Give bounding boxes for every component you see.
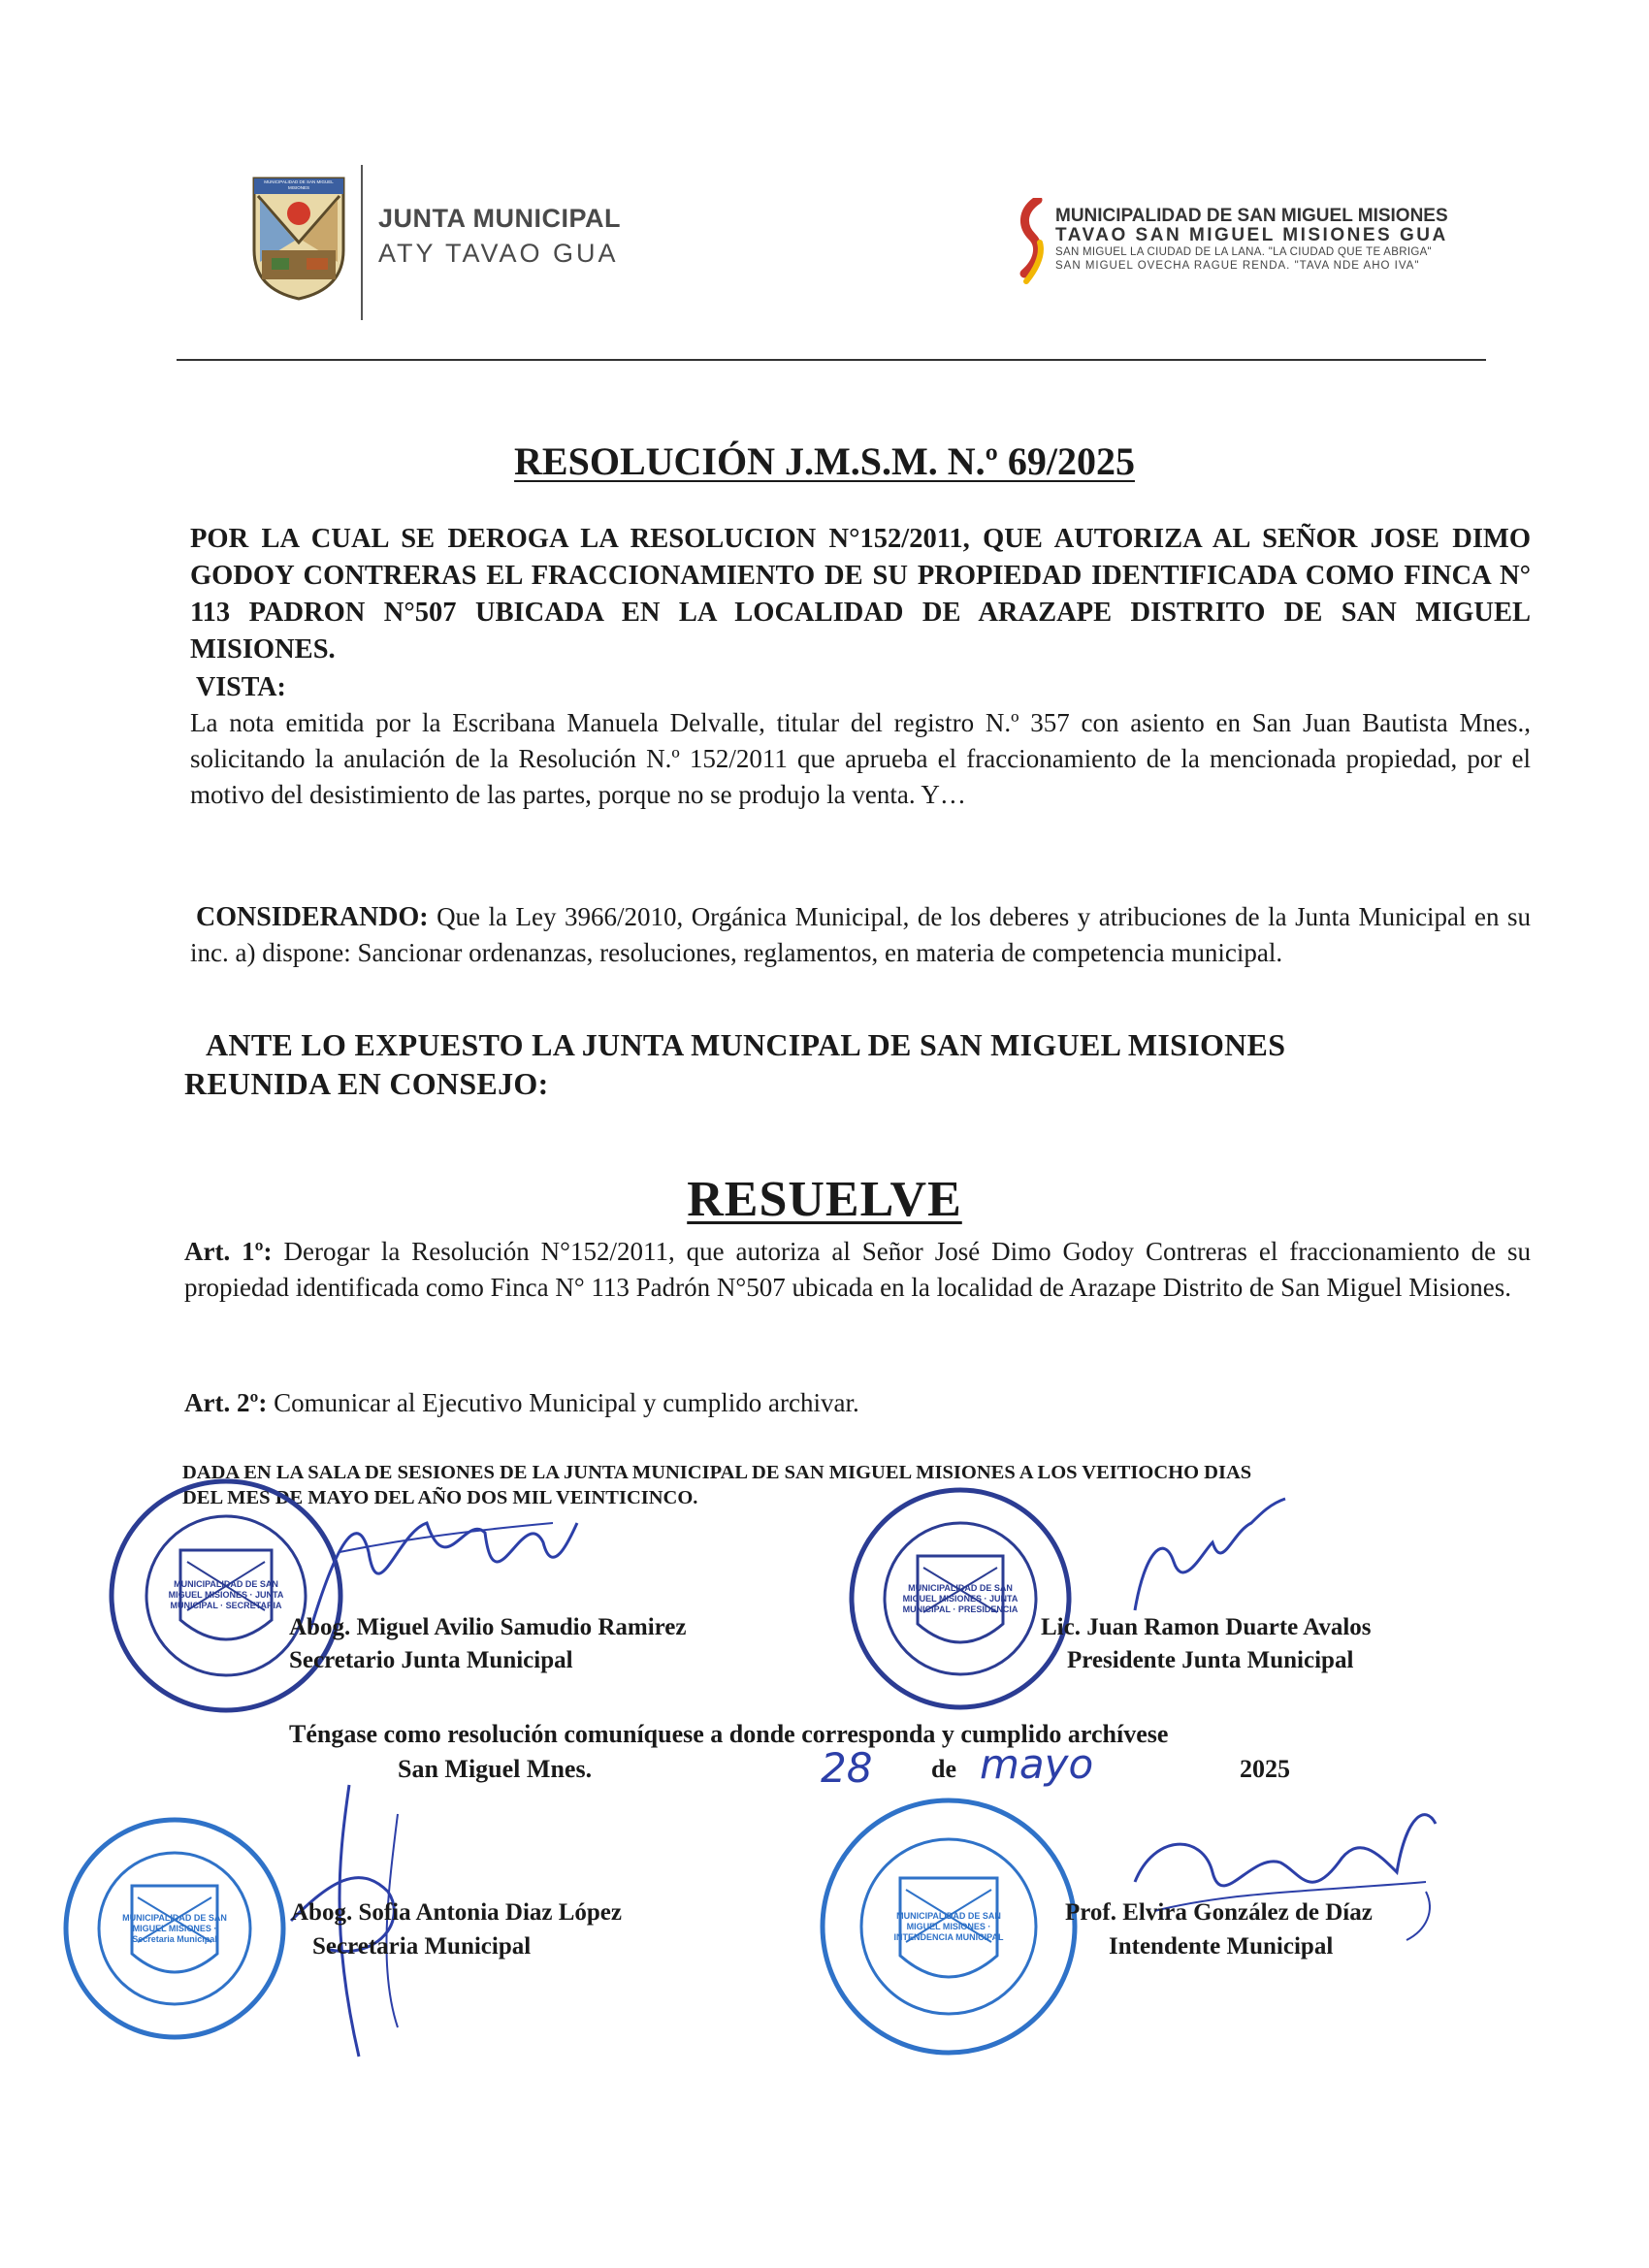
vista-label: VISTA: [196,672,286,702]
junta-subtitle: ATY TAVAO GUA [378,239,619,268]
municipality-slogan-2: SAN MIGUEL OVECHA RAGUE RENDA. "TAVA NDE AHO IVA" [1055,260,1420,272]
signer-3-role: Secretaria Municipal [312,1933,532,1960]
stamp-2-text: MUNICIPALIDAD DE SAN MIGUEL MISIONES · JUNTA MUNICIPAL · PRESIDENCIA [902,1583,1018,1614]
junta-logo-text: MUNICIPALIDAD DE SAN MIGUEL MISIONES [264,179,334,190]
header-divider [361,165,363,320]
dada-line-2: DEL MES DE MAYO DEL AÑO DOS MIL VEINTICINCO. [182,1487,698,1508]
article-1 [184,1234,1531,1306]
tengase-line: Téngase como resolución comuníquese a donde corresponda y cumplido archívese [289,1720,1169,1748]
considerando-text: Que la Ley 3966/2010, Orgánica Municipal, de los deberes y atribuciones de la Junta Municipal en su inc. a) dispone: Sancionar ordenanzas, resoluciones, reglamentos, en materia de competencia municipal. [190,902,1531,967]
article-2 [184,1385,1531,1421]
stamp-3-text: MUNICIPALIDAD DE SAN MIGUEL MISIONES · Secretaria Municipal [122,1913,227,1944]
resuelve-heading: RESUELVE [687,1172,962,1227]
signer-3-name: Abog. Sofia Antonia Diaz López [291,1899,623,1926]
article-1-label: Art. 1º: [184,1237,273,1266]
ante-line-2: REUNIDA EN CONSEJO: [184,1066,549,1101]
ante-line-1: ANTE LO EXPUESTO LA JUNTA MUNCIPAL DE SAN MIGUEL MISIONES [206,1027,1286,1062]
municipality-logo-icon [1017,198,1046,285]
municipality-slogan-1: SAN MIGUEL LA CIUDAD DE LA LANA. "LA CIUDAD QUE TE ABRIGA" [1055,246,1432,258]
stamp-secretaria-municipal [58,1812,291,2045]
handwritten-month: mayo [980,1740,1094,1788]
header-rule [177,359,1486,361]
signer-2-name: Lic. Juan Ramon Duarte Avalos [1041,1614,1372,1640]
dada-line-1: DADA EN LA SALA DE SESIONES DE LA JUNTA MUNICIPAL DE SAN MIGUEL MISIONES A LOS VEITIOCHO DIAS [182,1462,1252,1483]
resolution-subject: POR LA CUAL SE DEROGA LA RESOLUCION N°152/2011, QUE AUTORIZA AL SEÑOR JOSE DIMO GODOY CONTRERAS EL FRACCIONAMIENTO DE SU PROPIEDAD IDENTIFICADA COMO FINCA N° 113 PADRON N°507 UBICADA EN LA LOCALIDAD DE ARAZAPE DISTRITO DE SAN MIGUEL MISIONES. [190,524,1531,664]
signature-2-scribble [1116,1494,1290,1630]
stamp-intendencia-municipal [815,1793,1083,2060]
signer-1-name: Abog. Miguel Avilio Samudio Ramirez [289,1614,687,1640]
stamp-junta-presidencia [844,1482,1077,1715]
signer-4-name: Prof. Elvira González de Díaz [1065,1899,1373,1926]
vista-text: La nota emitida por la Escribana Manuela Delvalle, titular del registro N.º 357 con asiento en San Juan Bautista Mnes., solicitando la anulación de la Resolución N.º 152/2011 que aprueba el fraccionamiento de la mencionada propiedad, por el motivo del desistimiento de las partes, porque no se produjo la venta. Y… [190,708,1531,809]
stamp-4-text: MUNICIPALIDAD DE SAN MIGUEL MISIONES · INTENDENCIA MUNICIPAL [893,1911,1004,1942]
resolution-title: RESOLUCIÓN J.M.S.M. N.º 69/2025 [514,439,1135,483]
municipality-guarani-name: TAVAO SAN MIGUEL MISIONES GUA [1055,225,1448,245]
considerando-paragraph [190,899,1531,971]
article-2-text: Comunicar al Ejecutivo Municipal y cumplido archivar. [274,1388,859,1417]
signer-4-role: Intendente Municipal [1109,1933,1334,1960]
signer-1-role: Secretario Junta Municipal [289,1647,573,1673]
municipality-name: MUNICIPALIDAD DE SAN MIGUEL MISIONES [1055,206,1448,226]
considerando-label: CONSIDERANDO: [196,902,429,932]
place-label: San Miguel Mnes. [398,1755,593,1783]
de-label: de [931,1755,956,1783]
year-label: 2025 [1240,1755,1290,1783]
article-1-text: Derogar la Resolución N°152/2011, que autoriza al Señor José Dimo Godoy Contreras el fraccionamiento de su propiedad identificada como Finca N° 113 Padrón N°507 ubicada en la localidad de Arazape Distrito de San Miguel Misiones. [184,1237,1531,1302]
junta-title: JUNTA MUNICIPAL [378,204,621,233]
article-2-label: Art. 2º: [184,1388,268,1417]
stamp-1-text: MUNICIPALIDAD DE SAN MIGUEL MISIONES · JUNTA MUNICIPAL · SECRETARIA [168,1579,284,1610]
signer-2-role: Presidente Junta Municipal [1067,1647,1354,1673]
handwritten-day: 28 [821,1744,873,1792]
junta-logo [250,175,347,303]
